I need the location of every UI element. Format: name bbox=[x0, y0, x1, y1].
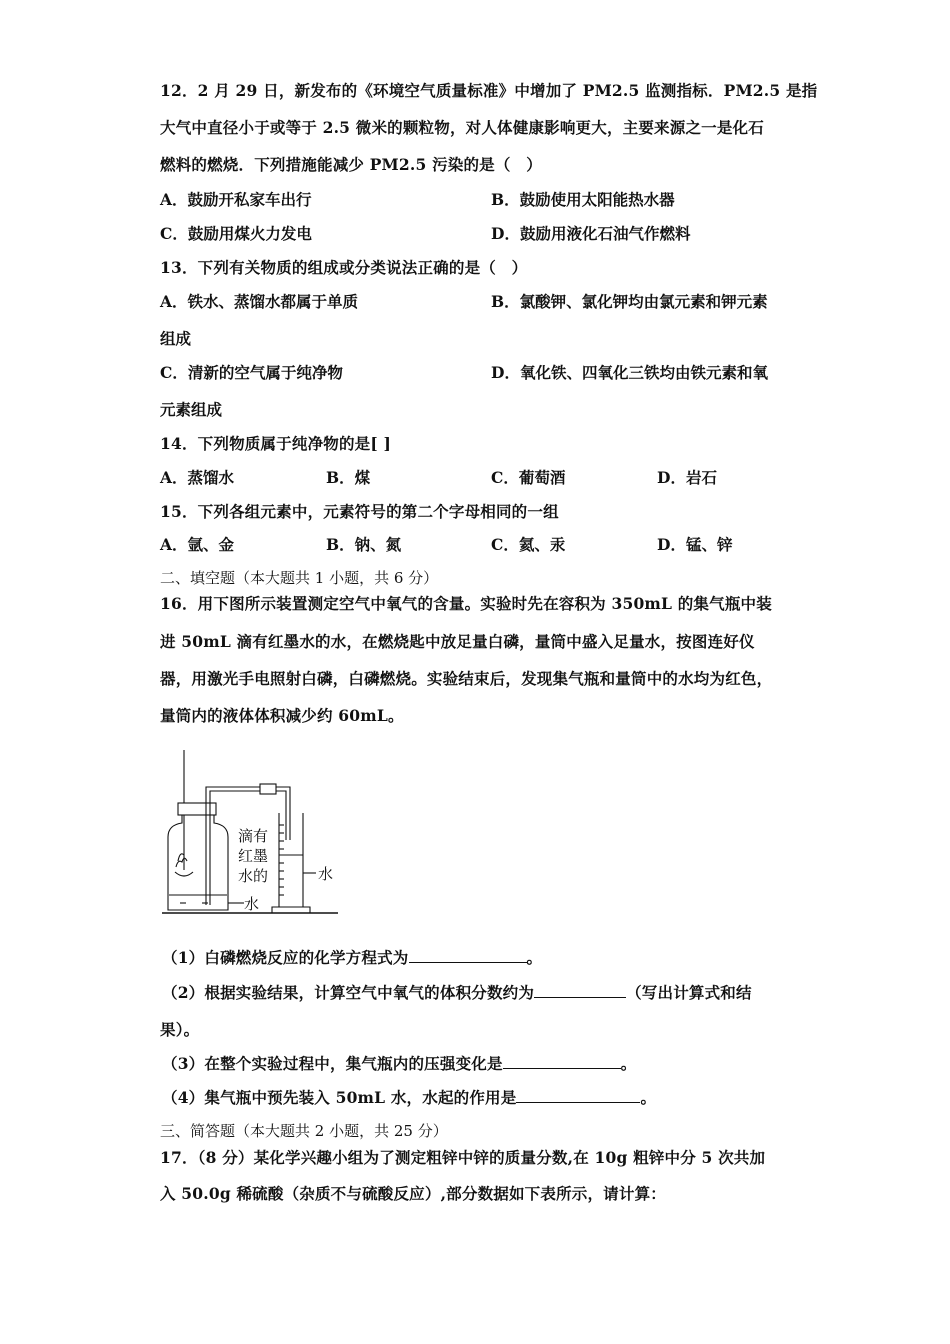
q16-sub3: （3）在整个实验过程中，集气瓶内的压强变化是 。 bbox=[162, 1054, 637, 1073]
q13-option-d-cont: 元素组成 bbox=[160, 400, 223, 419]
q14-option-d: D．岩石 bbox=[657, 468, 717, 487]
q16-line-3: 器，用激光手电照射白磷，白磷燃烧。实验结束后，发现集气瓶和量筒中的水均为红色， bbox=[160, 669, 773, 688]
bottle-label-line-2: 红墨 bbox=[238, 847, 269, 865]
q14-option-c: C．葡萄酒 bbox=[491, 468, 566, 487]
q12-option-a: A．鼓励开私家车出行 bbox=[160, 190, 312, 209]
q17-line-1: 17．（8 分）某化学兴趣小组为了测定粗锌中锌的质量分数,在 10g 粗锌中分 5 次共加 bbox=[160, 1148, 766, 1167]
answer-blank-1[interactable] bbox=[409, 948, 527, 963]
bottle-water-label: 水 bbox=[244, 895, 260, 913]
apparatus-figure bbox=[160, 745, 350, 924]
answer-blank-4[interactable] bbox=[516, 1088, 640, 1103]
apparatus-diagram bbox=[160, 745, 350, 920]
section-3-heading: 三、简答题（本大题共 2 小题，共 25 分） bbox=[160, 1122, 448, 1140]
q13-stem: 13．下列有关物质的组成或分类说法正确的是（ ） bbox=[160, 258, 528, 277]
q13-option-b-cont: 组成 bbox=[160, 329, 192, 348]
section-2-heading: 二、填空题（本大题共 1 小题，共 6 分） bbox=[160, 569, 439, 587]
q15-option-a: A．氩、金 bbox=[160, 535, 235, 554]
q14-option-a: A．蒸馏水 bbox=[160, 468, 235, 487]
q16-sub1: （1）白磷燃烧反应的化学方程式为 。 bbox=[162, 948, 543, 967]
graduated-cylinder bbox=[279, 813, 303, 907]
q16-sub2-cont: 果）。 bbox=[160, 1020, 200, 1039]
q12-line-2: 大气中直径小于或等于 2.5 微米的颗粒物，对人体健康影响更大，主要来源之一是化石 bbox=[160, 118, 764, 137]
q14-option-b: B．煤 bbox=[326, 468, 371, 487]
q13-option-a: A．铁水、蒸馏水都属于单质 bbox=[160, 292, 359, 311]
q12-option-b: B．鼓励使用太阳能热水器 bbox=[491, 190, 675, 209]
rubber-joint bbox=[260, 784, 276, 794]
q15-option-b: B．钠、氮 bbox=[326, 535, 402, 554]
answer-blank-3[interactable] bbox=[503, 1054, 621, 1069]
q16-sub4: （4）集气瓶中预先装入 50mL 水，水起的作用是 。 bbox=[162, 1088, 657, 1107]
answer-blank-2[interactable] bbox=[534, 983, 626, 998]
q12-option-d: D．鼓励用液化石油气作燃料 bbox=[491, 224, 691, 243]
q16-sub2: （2）根据实验结果，计算空气中氧气的体积分数约为 （写出计算式和结 bbox=[162, 983, 752, 1002]
q12-line-1: 12．2 月 29 日，新发布的《环境空气质量标准》中增加了 PM2.5 监测指标．PM2.5 是指 bbox=[160, 81, 818, 100]
combustion-spoon bbox=[175, 872, 193, 876]
bottle-label-line-1: 滴有 bbox=[238, 827, 269, 845]
q12-option-c: C．鼓励用煤火力发电 bbox=[160, 224, 312, 243]
q15-option-c: C．氦、汞 bbox=[491, 535, 566, 554]
q16-line-1: 16．用下图所示装置测定空气中氧气的含量。实验时先在容积为 350mL 的集气瓶中装 bbox=[160, 594, 772, 613]
q13-option-d: D．氧化铁、四氧化三铁均由铁元素和氧 bbox=[491, 363, 768, 382]
connecting-tube bbox=[206, 787, 290, 905]
bottle-label-line-3: 水的 bbox=[238, 867, 269, 885]
q16-line-4: 量筒内的液体体积减少约 60mL。 bbox=[160, 706, 404, 725]
q12-line-3: 燃料的燃烧．下列措施能减少 PM2.5 污染的是（ ） bbox=[160, 155, 542, 174]
q13-option-b: B．氯酸钾、氯化钾均由氯元素和钾元素 bbox=[491, 292, 768, 311]
q15-option-d: D．锰、锌 bbox=[657, 535, 733, 554]
q16-line-2: 进 50mL 滴有红墨水的水，在燃烧匙中放足量白磷，量筒中盛入足量水，按图连好仪 bbox=[160, 632, 755, 651]
cylinder-base bbox=[272, 907, 310, 913]
cylinder-water-label: 水 bbox=[318, 865, 334, 883]
q15-stem: 15．下列各组元素中，元素符号的第二个字母相同的一组 bbox=[160, 502, 559, 521]
q17-line-2: 入 50.0g 稀硫酸（杂质不与硫酸反应）,部分数据如下表所示，请计算： bbox=[160, 1184, 666, 1203]
q14-stem: 14．下列物质属于纯净物的是[ ] bbox=[160, 434, 392, 453]
q13-option-c: C．清新的空气属于纯净物 bbox=[160, 363, 343, 382]
gas-bottle bbox=[168, 815, 228, 910]
